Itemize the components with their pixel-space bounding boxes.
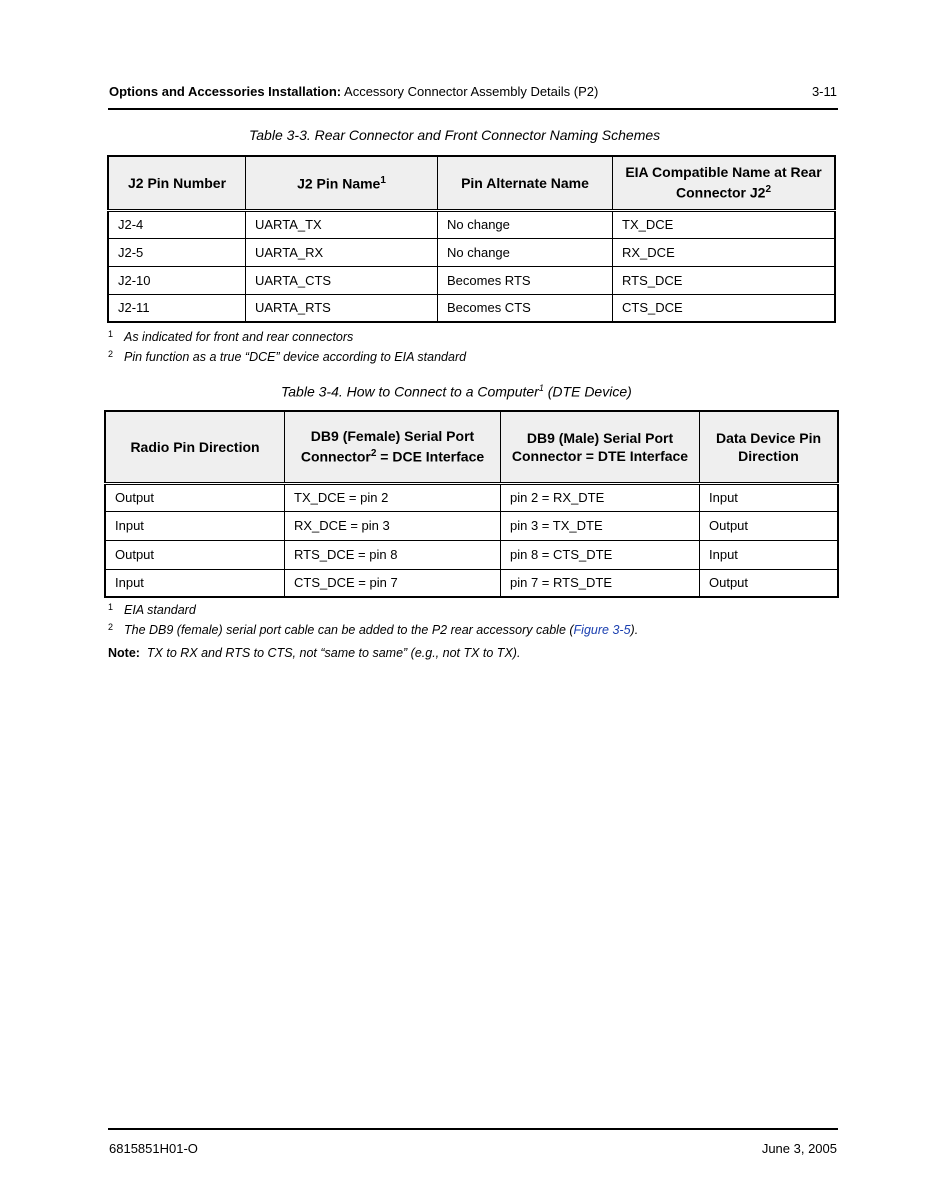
table2-footnote-1: $^1$ EIA standard (108, 602, 196, 617)
table1-footnote-1: $^1$ As indicated for front and rear connectors (108, 329, 354, 344)
table-row: Input RX_DCE = pin 3 pin 3 = TX_DTE Output (105, 511, 838, 540)
page-footer (108, 1128, 838, 1156)
table2-header-cell: Radio Pin Direction (105, 411, 285, 483)
publication-date: June 3, 2005 (761, 1141, 837, 1156)
table-row: J2-11 UARTA_RTS Becomes CTS CTS_DCE (108, 294, 835, 322)
page-number: 3-11 (811, 84, 837, 99)
table1-caption: Table 3-3. Rear Connector and Front Connector Naming Schemes (249, 127, 661, 143)
table1-footnote-2: $^2$ Pin function as a true “DCE” device according to EIA standard (108, 349, 467, 364)
computer-connection-table (104, 410, 839, 598)
note-text: TX to RX and RTS to CTS, not “same to same” (e.g., not TX to TX). (146, 646, 521, 660)
table2-header-cell: DB9 (Female) Serial Port Connector$^2$ = DCE Interface (285, 411, 501, 483)
page-header (108, 82, 838, 110)
table1-header-cell: J2 Pin Number (108, 156, 246, 210)
table-row: Input CTS_DCE = pin 7 pin 7 = RTS_DTE Output (105, 569, 838, 597)
table1-header-cell: EIA Compatible Name at Rear Connector $J2^2$ (613, 156, 836, 210)
table-row: Output RTS_DCE = pin 8 pin 8 = CTS_DTE Input (105, 540, 838, 569)
table-row: J2-4 UARTA_TX No change TX_DCE (108, 210, 835, 238)
document-number: 6815851H01-O (109, 1141, 198, 1156)
figure-3-5-link[interactable]: Figure 3-5 (573, 623, 631, 637)
section-title-rest: Accessory Connector Assembly Details (P2) (341, 84, 599, 99)
table1-header-cell: J2 Pin Name$^1$ (246, 156, 438, 210)
naming-schemes-table (107, 155, 836, 323)
table2-caption: Table 3-4. How to Connect to a Computer$^1$ (DTE Device) (281, 383, 632, 400)
section-title (109, 84, 598, 99)
table2-header-cell: Data Device Pin Direction (700, 411, 839, 483)
note-label: Note: (108, 646, 140, 660)
table-row: J2-5 UARTA_RX No change RX_DCE (108, 238, 835, 266)
section-title-bold: Options and Accessories Installation: (109, 84, 342, 99)
table2-header-cell: DB9 (Male) Serial Port Connector = DTE Interface (501, 411, 700, 483)
table-row: Output TX_DCE = pin 2 pin 2 = RX_DTE Input (105, 483, 838, 511)
table2-footnote-2: $^2$ The DB9 (female) serial port cable can be added to the P2 rear accessory cable (Figure 3-5). (108, 622, 639, 637)
note (108, 646, 520, 660)
table-row: J2-10 UARTA_CTS Becomes RTS RTS_DCE (108, 266, 835, 294)
table1-header-cell: Pin Alternate Name (438, 156, 613, 210)
